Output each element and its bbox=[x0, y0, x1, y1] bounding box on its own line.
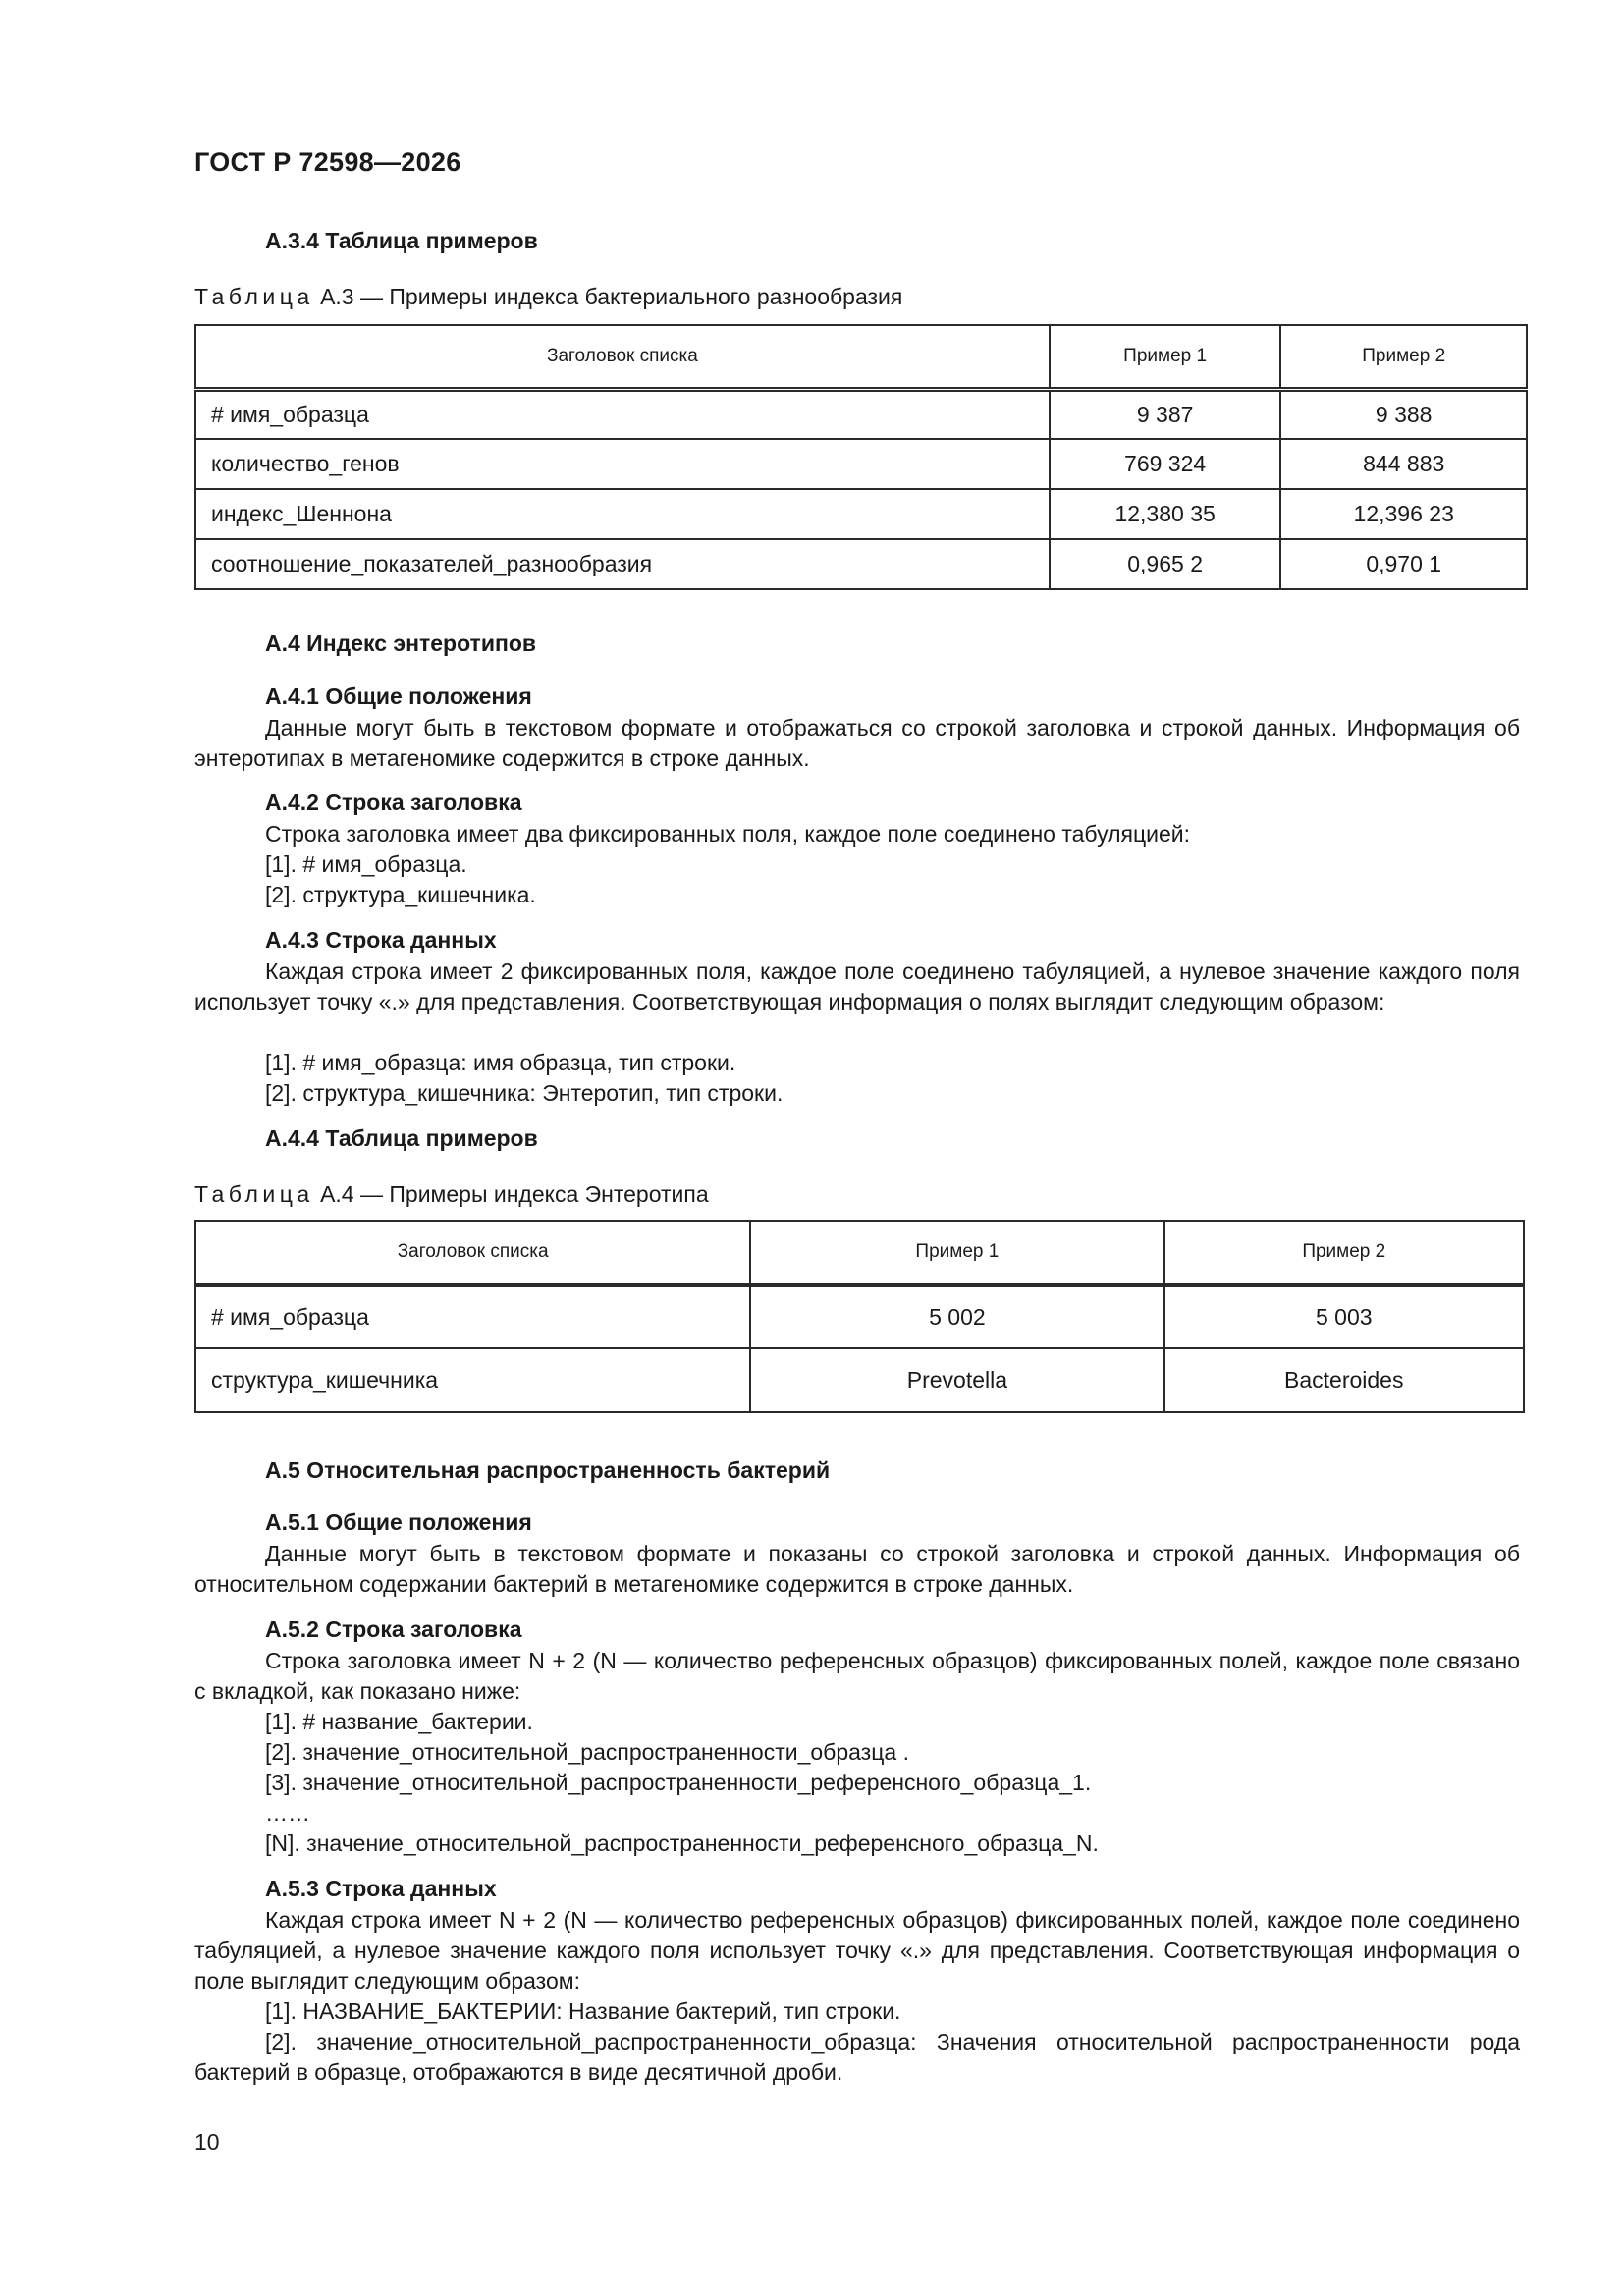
list-item: [2]. структура_кишечника. bbox=[265, 882, 536, 907]
table-cell: 0,970 1 bbox=[1280, 539, 1527, 589]
table-cell: структура_кишечника bbox=[195, 1348, 750, 1412]
table-row bbox=[195, 1285, 1524, 1348]
table-cell: Bacteroides bbox=[1164, 1348, 1524, 1412]
section-a4-title: А.4 Индекс энтеротипов bbox=[265, 630, 537, 656]
section-a5-3-text: Каждая строка имеет N + 2 (N — количество референсных образцов) фиксированных полей, каждое поле соединено табуляцией, а нулевое значение каждого поля использует точку «.» для представления. Соответствующая информация о поле выглядит следующим образом: bbox=[194, 1907, 1520, 1994]
table-cell: количество_генов bbox=[195, 439, 1050, 489]
list-item: [1]. НАЗВАНИЕ_БАКТЕРИИ: Название бактерий, тип строки. bbox=[265, 1998, 901, 2024]
section-a5-1-title: А.5.1 Общие положения bbox=[265, 1509, 532, 1535]
section-a4-1-title: А.4.1 Общие положения bbox=[265, 683, 532, 709]
table-row bbox=[195, 539, 1527, 589]
table-a3 bbox=[194, 324, 1528, 590]
list-item: [2]. значение_относительной_распространенности_образца: Значения относительной распространенности рода бактерий в образце, отображаются в виде десятичной дроби. bbox=[194, 2029, 1520, 2085]
table-cell: 5 002 bbox=[750, 1285, 1163, 1348]
table-header-cell: Пример 1 bbox=[1050, 325, 1281, 389]
table-cell: соотношение_показателей_разнообразия bbox=[195, 539, 1050, 589]
section-a4-4-title: А.4.4 Таблица примеров bbox=[265, 1125, 538, 1151]
table-header-cell: Пример 2 bbox=[1280, 325, 1527, 389]
table-header-cell: Пример 2 bbox=[1164, 1221, 1524, 1285]
table-row bbox=[195, 1348, 1524, 1412]
table-cell: # имя_образца bbox=[195, 389, 1050, 439]
list-item: …… bbox=[265, 1800, 310, 1826]
table-cell: индекс_Шеннона bbox=[195, 489, 1050, 539]
list-item: [2]. значение_относительной_распространенности_образца . bbox=[265, 1739, 909, 1765]
table-a4 bbox=[194, 1220, 1525, 1413]
section-a4-2-title: А.4.2 Строка заголовка bbox=[265, 790, 522, 815]
list-item: [1]. # имя_образца: имя образца, тип строки. bbox=[265, 1050, 736, 1075]
section-a5-2-text: Строка заголовка имеет N + 2 (N — количество референсных образцов) фиксированных полей, каждое поле связано с вкладкой, как показано ниже: bbox=[194, 1648, 1520, 1704]
list-item: [2]. структура_кишечника: Энтеротип, тип строки. bbox=[265, 1080, 784, 1106]
table-a4-caption bbox=[194, 1181, 709, 1208]
table-a4-caption-text: А.4 — Примеры индекса Энтеротипа bbox=[313, 1181, 709, 1207]
section-a4-3-text: Каждая строка имеет 2 фиксированных поля, каждое поле соединено табуляцией, а нулевое значение каждого поля использует точку «.» для представления. Соответствующая информация о полях выглядит следующим образом: bbox=[194, 958, 1520, 1014]
table-row bbox=[195, 325, 1527, 389]
page-number: 10 bbox=[194, 2129, 220, 2155]
section-a5-3-title: А.5.3 Строка данных bbox=[265, 1876, 497, 1901]
table-header-cell: Заголовок списка bbox=[195, 325, 1050, 389]
section-a4-3-title: А.4.3 Строка данных bbox=[265, 927, 497, 953]
table-cell: 9 387 bbox=[1050, 389, 1281, 439]
table-row bbox=[195, 1221, 1524, 1285]
table-a3-caption-text: А.3 — Примеры индекса бактериального разнообразия bbox=[313, 284, 903, 309]
document-header: ГОСТ Р 72598—2026 bbox=[194, 147, 461, 177]
list-item: [1]. # название_бактерии. bbox=[265, 1709, 533, 1734]
table-cell: 12,396 23 bbox=[1280, 489, 1527, 539]
table-row bbox=[195, 489, 1527, 539]
table-header-cell: Заголовок списка bbox=[195, 1221, 750, 1285]
section-a5-1-text: Данные могут быть в текстовом формате и показаны со строкой заголовка и строкой данных. Информация об относительном содержании бактерий в метагеномике содержится в строке данных. bbox=[194, 1541, 1520, 1597]
table-cell: 0,965 2 bbox=[1050, 539, 1281, 589]
section-a5-title: А.5 Относительная распространенность бактерий bbox=[265, 1457, 831, 1483]
table-cell: 5 003 bbox=[1164, 1285, 1524, 1348]
table-a3-caption bbox=[194, 284, 902, 310]
table-cell: Prevotella bbox=[750, 1348, 1163, 1412]
table-a3-caption-prefix: Таблица bbox=[194, 284, 314, 309]
table-cell: 9 388 bbox=[1280, 389, 1527, 439]
table-cell: 844 883 bbox=[1280, 439, 1527, 489]
table-row bbox=[195, 439, 1527, 489]
section-a3-4-title: А.3.4 Таблица примеров bbox=[265, 228, 538, 253]
table-cell: 12,380 35 bbox=[1050, 489, 1281, 539]
table-header-cell: Пример 1 bbox=[750, 1221, 1163, 1285]
section-a4-1-text: Данные могут быть в текстовом формате и отображаться со строкой заголовка и строкой данных. Информация об энтеротипах в метагеномике содержится в строке данных. bbox=[194, 715, 1520, 771]
list-item: [N]. значение_относительной_распространенности_референсного_образца_N. bbox=[265, 1831, 1099, 1856]
section-a4-2-text: Строка заголовка имеет два фиксированных поля, каждое поле соединено табуляцией: bbox=[265, 821, 1191, 847]
section-a5-2-title: А.5.2 Строка заголовка bbox=[265, 1616, 522, 1642]
list-item: [1]. # имя_образца. bbox=[265, 851, 467, 877]
table-a4-caption-prefix: Таблица bbox=[194, 1181, 314, 1207]
table-cell: 769 324 bbox=[1050, 439, 1281, 489]
list-item: [3]. значение_относительной_распространенности_референсного_образца_1. bbox=[265, 1770, 1092, 1795]
table-cell: # имя_образца bbox=[195, 1285, 750, 1348]
table-row bbox=[195, 389, 1527, 439]
